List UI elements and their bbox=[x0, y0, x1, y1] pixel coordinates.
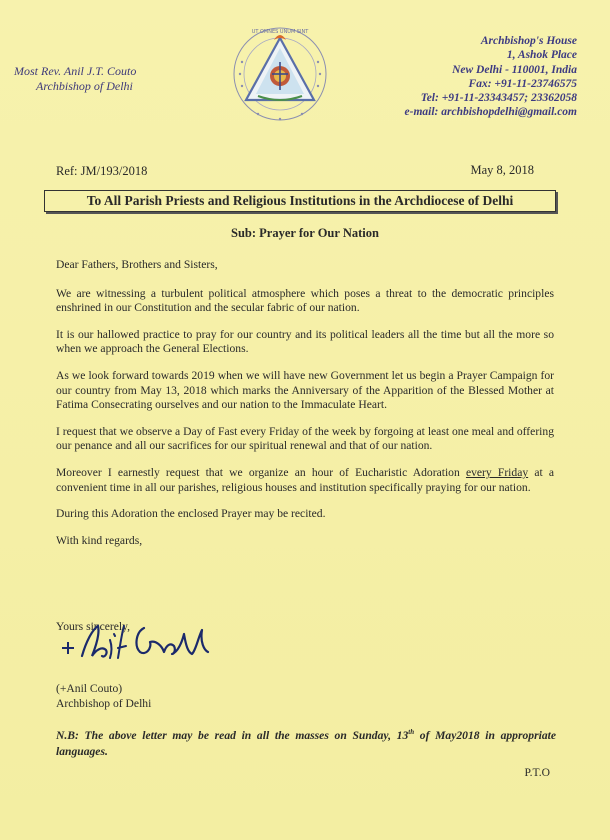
addressee-box: To All Parish Priests and Religious Institutions in the Archdiocese of Delhi bbox=[44, 190, 556, 212]
paragraph-6: During this Adoration the enclosed Prayer may be recited. bbox=[56, 507, 326, 521]
signature-icon bbox=[52, 612, 222, 668]
seal-text: UT OMNES UNUM SINT bbox=[251, 29, 309, 35]
greeting: Dear Fathers, Brothers and Sisters, bbox=[56, 258, 218, 271]
address-tel: Tel: +91-11-23343457; 23362058 bbox=[420, 92, 577, 105]
nb-text-b: of May2018 in appropriate languages. bbox=[56, 728, 556, 758]
paragraph-1: We are witnessing a turbulent political atmosphere which poses a threat to the democratic principles enshrined in our Constitution and the secular fabric of our nation. bbox=[56, 286, 554, 315]
subject-line: Sub: Prayer for Our Nation bbox=[231, 226, 379, 240]
sender-block bbox=[14, 64, 194, 94]
address-email: e-mail: archbishopdelhi@gmail.com bbox=[404, 106, 577, 119]
regards: With kind regards, bbox=[56, 533, 143, 547]
sender-name: Most Rev. Anil J.T. Couto bbox=[14, 64, 137, 78]
paragraph-5 bbox=[56, 466, 554, 495]
nb-text-a: N.B: The above letter may be read in all the masses on Sunday, 13 bbox=[56, 728, 409, 742]
reference-number: Ref: JM/193/2018 bbox=[56, 164, 148, 178]
paragraph-3: As we look forward towards 2019 when we will have new Government let us begin a Prayer Campaign for our country from May 13, 2018 which marks the Anniversary of the Apparition of the Blessed Mother at Fatima Consecrating ourselves and our nation to the Immaculate Heart. bbox=[56, 368, 554, 412]
address-line-2: 1, Ashok Place bbox=[506, 49, 577, 62]
letter-body bbox=[56, 258, 554, 560]
signer-title: Archbishop of Delhi bbox=[56, 696, 152, 710]
sender-title: Archbishop of Delhi bbox=[36, 79, 133, 93]
address-block bbox=[337, 34, 577, 120]
paragraph-4: I request that we observe a Day of Fast every Friday of the week by forgoing at least one meal and offering our penance and all our sacrifices for our spiritual renewal and that of our nation. bbox=[56, 424, 554, 453]
closing: Yours sincerely, bbox=[56, 620, 131, 633]
address-line-3: New Delhi - 110001, India bbox=[452, 63, 577, 76]
paragraph-2: It is our hallowed practice to pray for our country and its political leaders all the time but all the more so when we approach the General Elections. bbox=[56, 327, 554, 356]
signer-block bbox=[56, 682, 151, 711]
address-line-1: Archbishop's House bbox=[480, 35, 577, 47]
address-fax: Fax: +91-11-23746575 bbox=[468, 77, 577, 90]
paragraph-5-underlined: every Friday bbox=[465, 465, 529, 479]
letter-date: May 8, 2018 bbox=[470, 163, 534, 177]
archdiocese-seal-icon bbox=[228, 22, 332, 126]
signer-name: (+Anil Couto) bbox=[56, 682, 123, 695]
paragraph-5-part-b: at a convenient time in all our parishes, religious houses and institution specifically praying for our nation. bbox=[56, 465, 555, 494]
nb-note bbox=[56, 724, 556, 760]
pto-marker: P.T.O bbox=[524, 766, 550, 779]
paragraph-5-part-a: Moreover I earnestly request that we organize an hour of Eucharistic Adoration bbox=[56, 465, 466, 479]
nb-superscript: th bbox=[408, 728, 415, 736]
